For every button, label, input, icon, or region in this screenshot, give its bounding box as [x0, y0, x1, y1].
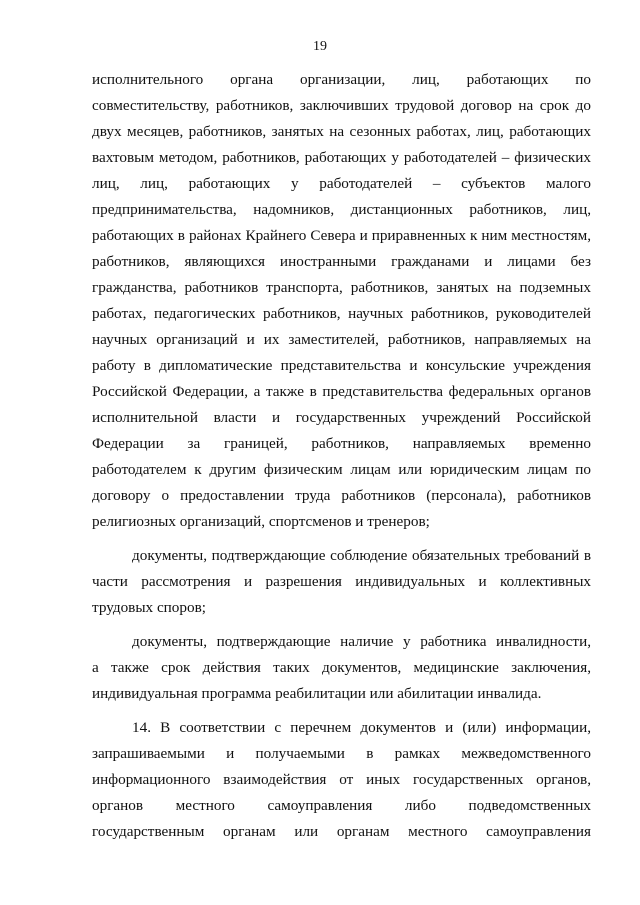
- text-line: вахтовым методом, работников, работающих у работодателей – физических: [92, 149, 591, 166]
- paragraph-item-14: [92, 715, 591, 845]
- text-line: гражданства, работников транспорта, работников, занятых на подземных: [92, 279, 591, 296]
- text-line: работах, педагогических работников, научных работников, руководителей: [92, 305, 591, 322]
- text-line: индивидуальная программа реабилитации или абилитации инвалида.: [92, 685, 542, 702]
- text-line: исполнительного органа организации, лиц, работающих по: [92, 71, 591, 88]
- text-line: работающих в районах Крайнего Севера и приравненных к ним местностям,: [92, 227, 591, 244]
- page-number: 19: [313, 39, 327, 54]
- text-line: работодателем к другим физическим лицам или юридическим лицам по: [92, 461, 591, 478]
- text-line: 14. В соответствии с перечнем документов и (или) информации,: [132, 719, 591, 736]
- document-body: [92, 67, 591, 845]
- text-line: двух месяцев, работников, занятых на сезонных работах, лиц, работающих: [92, 123, 591, 140]
- text-line: совместительству, работников, заключивших трудовой договор на срок до: [92, 97, 591, 114]
- paragraph-disability-documents: [92, 629, 591, 707]
- text-line: части рассмотрения и разрешения индивидуальных и коллективных: [92, 573, 591, 590]
- text-line: трудовых споров;: [92, 599, 206, 616]
- text-line: а также срок действия таких документов, медицинские заключения,: [92, 659, 591, 676]
- text-line: информационного взаимодействия от иных государственных органов,: [92, 771, 591, 788]
- text-line: научных организаций и их заместителей, работников, направляемых на: [92, 331, 591, 348]
- text-line: договору о предоставлении труда работников (персонала), работников: [92, 487, 591, 504]
- text-line: исполнительной власти и государственных учреждений Российской: [92, 409, 591, 426]
- text-line: Российской Федерации, а также в представительства федеральных органов: [92, 383, 591, 400]
- paragraph-labor-disputes: [92, 543, 591, 621]
- text-line: государственным органам или органам местного самоуправления: [92, 823, 591, 840]
- text-line: работников, являющихся иностранными гражданами и лицами без: [92, 253, 591, 270]
- text-line: работу в дипломатические представительства и консульские учреждения: [92, 357, 591, 374]
- text-line: Федерации за границей, работников, направляемых временно: [92, 435, 591, 452]
- text-line: предпринимательства, надомников, дистанционных работников, лиц,: [92, 201, 591, 218]
- text-line: религиозных организаций, спортсменов и тренеров;: [92, 513, 430, 530]
- text-line: документы, подтверждающие соблюдение обязательных требований в: [132, 547, 591, 564]
- text-line: документы, подтверждающие наличие у работника инвалидности,: [132, 633, 591, 650]
- paragraph-continuation: [92, 67, 591, 535]
- text-line: лиц, лиц, работающих у работодателей – субъектов малого: [92, 175, 591, 192]
- text-line: запрашиваемыми и получаемыми в рамках межведомственного: [92, 745, 591, 762]
- text-line: органов местного самоуправления либо подведомственных: [92, 797, 591, 814]
